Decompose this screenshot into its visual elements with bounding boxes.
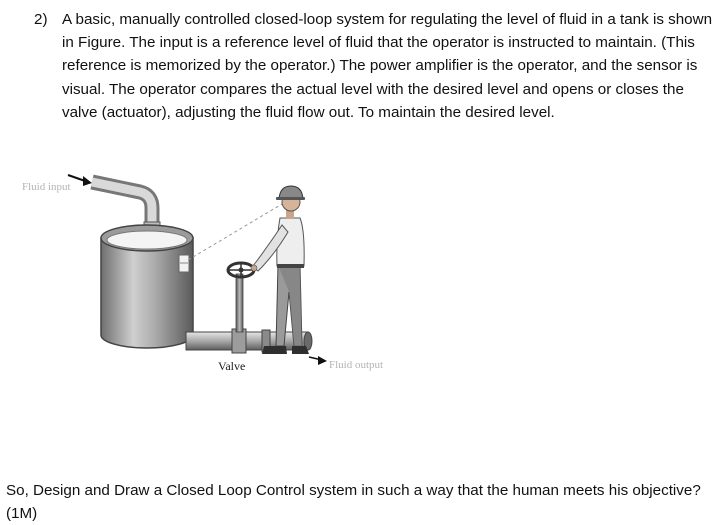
fluid-output-arrow: [309, 356, 327, 365]
question-number: 2): [34, 11, 48, 28]
tank: [101, 225, 193, 348]
question-text: A basic, manually controlled closed-loop system for regulating the level of fluid in a tank is shown in Figure. The input is a reference level of fluid that the operator is instructed to maintain. (This reference is memorized by the operator.) The power amplifier is the operator, and the sensor is visual. The operator compares the actual level with the desired level and opens or closes the valve (actuator), adjusting the fluid flow out. To maintain the desired level.: [62, 11, 713, 121]
input-pipe: [92, 182, 160, 230]
design-prompt: So, Design and Draw a Closed Loop Control system in such a way that the human meets his objective? (1M): [6, 482, 701, 523]
question-block: [34, 8, 719, 124]
valve: [228, 263, 254, 332]
valve-label: Valve: [218, 359, 246, 373]
fluid-input-label: Fluid input: [22, 181, 71, 193]
tank-system-figure: [0, 170, 725, 400]
fluid-input-arrow: [68, 175, 92, 186]
operator-figure: [251, 186, 309, 354]
fluid-output-label: Fluid output: [329, 359, 384, 371]
